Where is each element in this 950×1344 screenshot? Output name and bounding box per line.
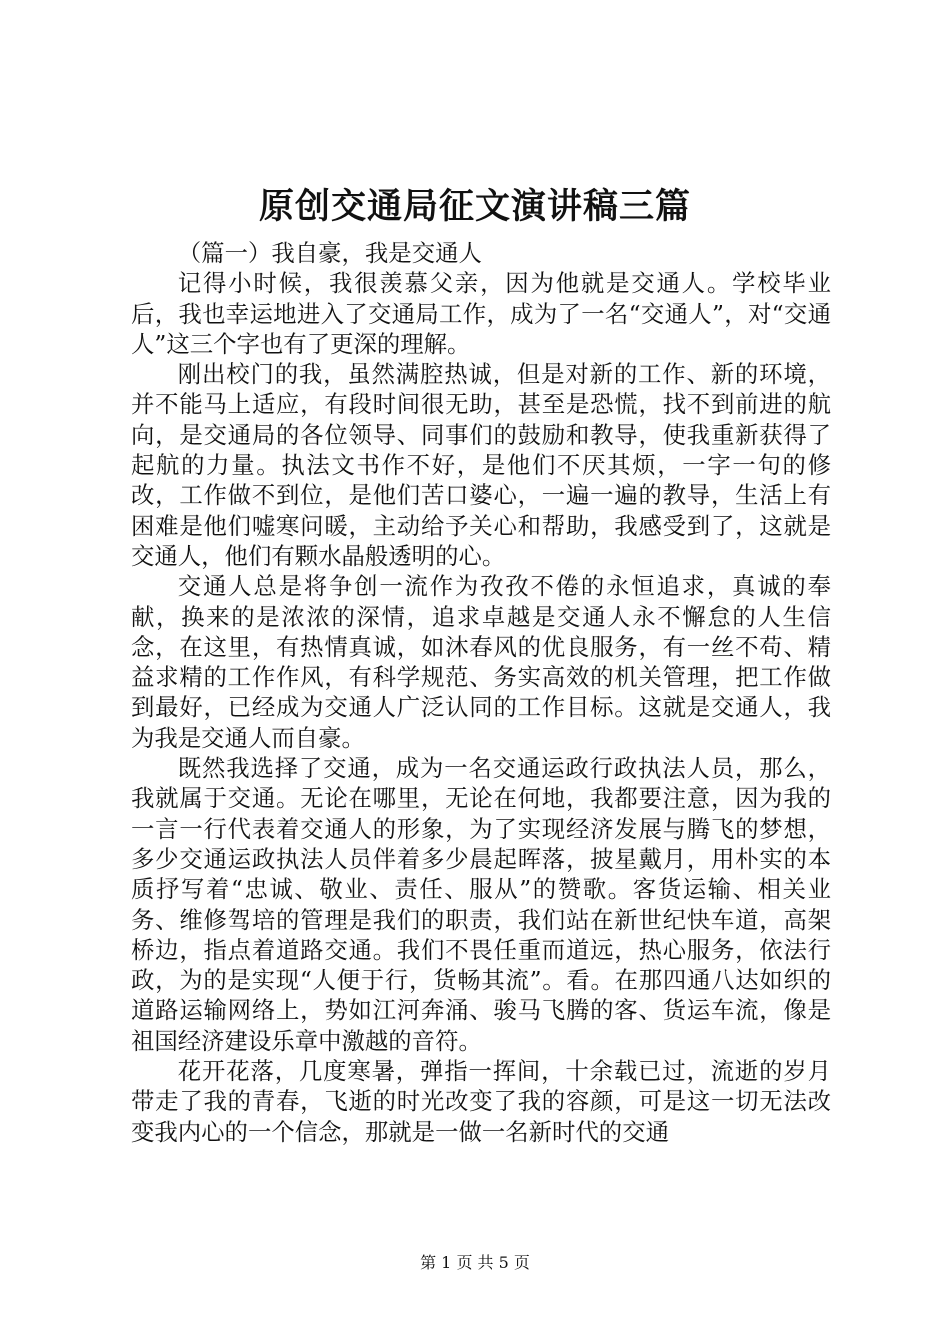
paragraph: 交通人总是将争创一流作为孜孜不倦的永恒追求，真诚的奉献，换来的是浓浓的深情，追求卓越是交通人永不懈怠的人生信念，在这里，有热情真诚，如沐春风的优良服务，有一丝不苟、精益求精的工作作风，有科学规范、务实高效的机关管理，把工作做到最好，已经成为交通人广泛认同的工作目标。这就是交通人，我为我是交通人而自豪。 [131,572,831,752]
document-title: 原创交通局征文演讲稿三篇 [258,186,691,227]
section-heading: （篇一）我自豪，我是交通人 [177,239,482,267]
paragraph: 刚出校门的我，虽然满腔热诚，但是对新的工作、新的环境，并不能马上适应，有段时间很无助，甚至是恐慌，找不到前进的航向，是交通局的各位领导、同事们的鼓励和教导，使我重新获得了起航的力量。执法文书作不好，是他们不厌其烦，一字一句的修改，工作做不到位，是他们苦口婆心，一遍一遍的教导，生活上有困难是他们嘘寒问暖，主动给予关心和帮助，我感受到了，这就是交通人，他们有颗水晶般透明的心。 [131,360,831,570]
paragraph: 既然我选择了交通，成为一名交通运政行政执法人员，那么，我就属于交通。无论在哪里，无论在何地，我都要注意，因为我的一言一行代表着交通人的形象，为了实现经济发展与腾飞的梦想，多少交通运政执法人员伴着多少晨起晖落，披星戴月，用朴实的本质抒写着“忠诚、敬业、责任、服从”的赞歌。客货运输、相关业务、维修驾培的管理是我们的职责，我们站在新世纪快车道，高架桥边，指点着道路交通。我们不畏任重而道远，热心服务，依法行政，为的是实现“人便于行，货畅其流”。看。在那四通八达如织的道路运输网络上，势如江河奔涌、骏马飞腾的客、货运车流，像是祖国经济建设乐章中激越的音符。 [131,754,831,1055]
paragraph: 花开花落，几度寒暑，弹指一挥间，十余载已过，流逝的岁月带走了我的青春，飞逝的时光改变了我的容颜，可是这一切无法改变我内心的一个信念，那就是一做一名新时代的交通 [131,1057,831,1146]
document-body [131,238,831,1147]
paragraph: 记得小时候，我很羡慕父亲，因为他就是交通人。学校毕业后，我也幸运地进入了交通局工作，成为了一名“交通人”，对“交通人”这三个字也有了更深的理解。 [131,269,831,358]
page-number-footer: 第 1 页 共 5 页 [420,1253,530,1272]
